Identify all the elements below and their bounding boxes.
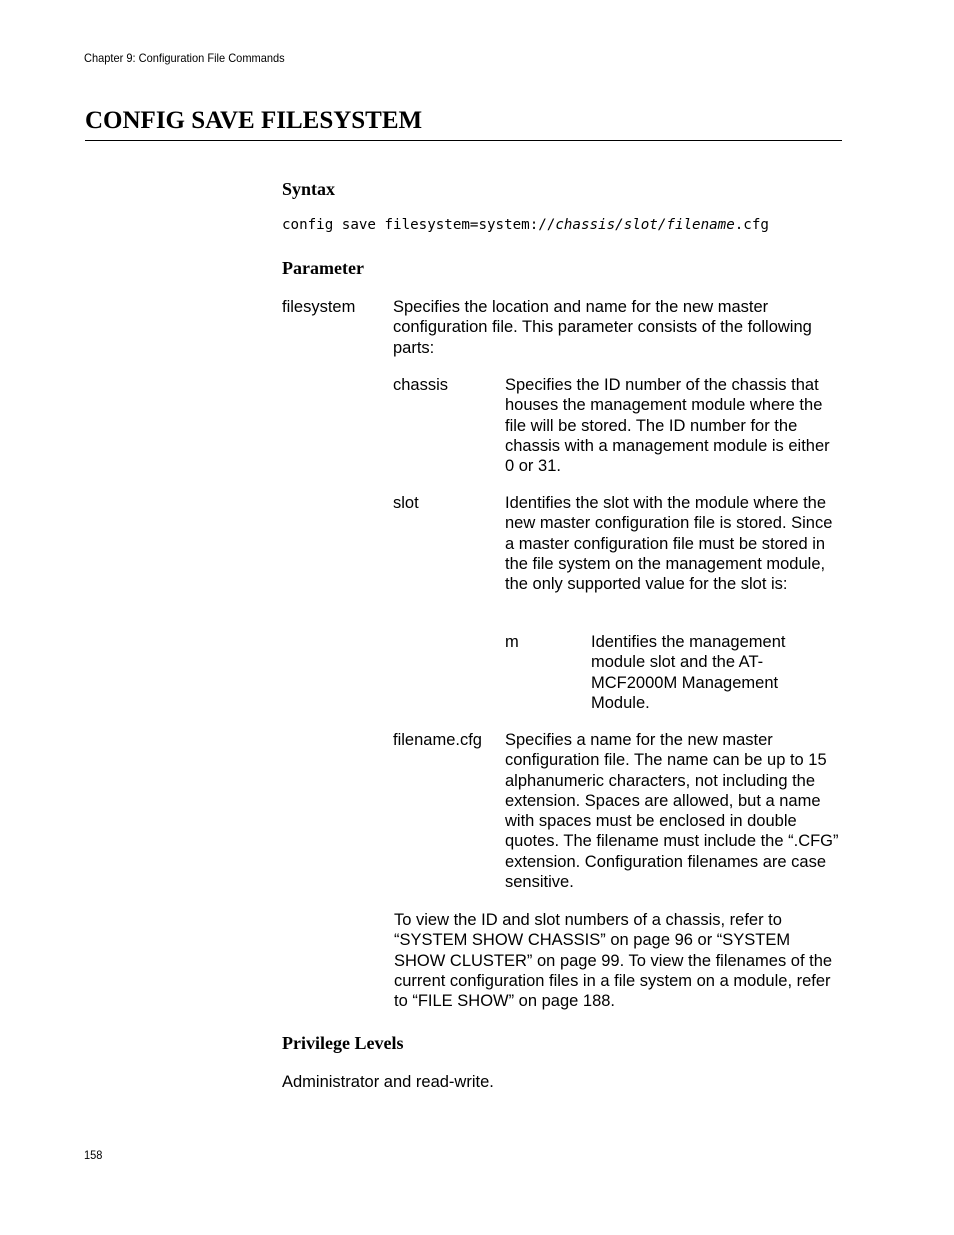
- privilege-text: Administrator and read-write.: [282, 1073, 494, 1091]
- part-description-filename: Specifies a name for the new master configuration file. The name can be up to 15 alphanumeric characters, not including the extension. Spaces are allowed, but a name with spaces must be enclosed in double quotes. The filename must include the “.CFG” extension. Configuration filenames are case sensitive.: [505, 731, 839, 892]
- title-rule: [85, 140, 842, 141]
- part-term-slot: slot: [393, 494, 419, 512]
- syntax-filename-var: filename: [666, 217, 735, 233]
- syntax-chassis-var: chassis: [555, 217, 616, 233]
- page-title: CONFIG SAVE FILESYSTEM: [85, 107, 423, 134]
- parameter-heading: Parameter: [282, 258, 364, 278]
- syntax-separator: /: [657, 217, 667, 233]
- page-number: 158: [84, 1148, 103, 1162]
- part-description-chassis: Specifies the ID number of the chassis that houses the management module where the file will be stored. The ID number for the chassis with a management module is either 0 or 31.: [505, 376, 830, 476]
- parameter-note: To view the ID and slot numbers of a chassis, refer to “SYSTEM SHOW CHASSIS” on page 96 or “SYSTEM SHOW CLUSTER” on page 99. To view the filenames of the current configuration files in a file system on a module, refer to “FILE SHOW” on page 188.: [394, 911, 833, 1011]
- running-header: Chapter 9: Configuration File Commands: [84, 51, 285, 65]
- syntax-extension: .cfg: [734, 217, 769, 233]
- parameter-name: filesystem: [282, 298, 356, 316]
- syntax-heading: Syntax: [282, 179, 336, 199]
- part-description-slot: Identifies the slot with the module where the new master configuration file is stored. Since a master configuration file must be stored in the file system on the management module, the only supported value for the slot is:: [505, 494, 833, 594]
- value-description-m: Identifies the management module slot and the AT-MCF2000M Management Module.: [591, 633, 786, 712]
- syntax-command: [282, 217, 769, 233]
- part-term-chassis: chassis: [393, 376, 449, 394]
- privilege-heading: Privilege Levels: [282, 1033, 404, 1053]
- syntax-slot-var: slot: [623, 217, 658, 233]
- value-term-m: m: [505, 633, 519, 651]
- part-term-filename: filename.cfg: [393, 731, 482, 749]
- parameter-description: Specifies the location and name for the new master configuration file. This parameter consists of the following parts:: [393, 298, 812, 357]
- syntax-separator: /: [615, 217, 624, 233]
- syntax-command-prefix: config save filesystem=system://: [282, 217, 556, 233]
